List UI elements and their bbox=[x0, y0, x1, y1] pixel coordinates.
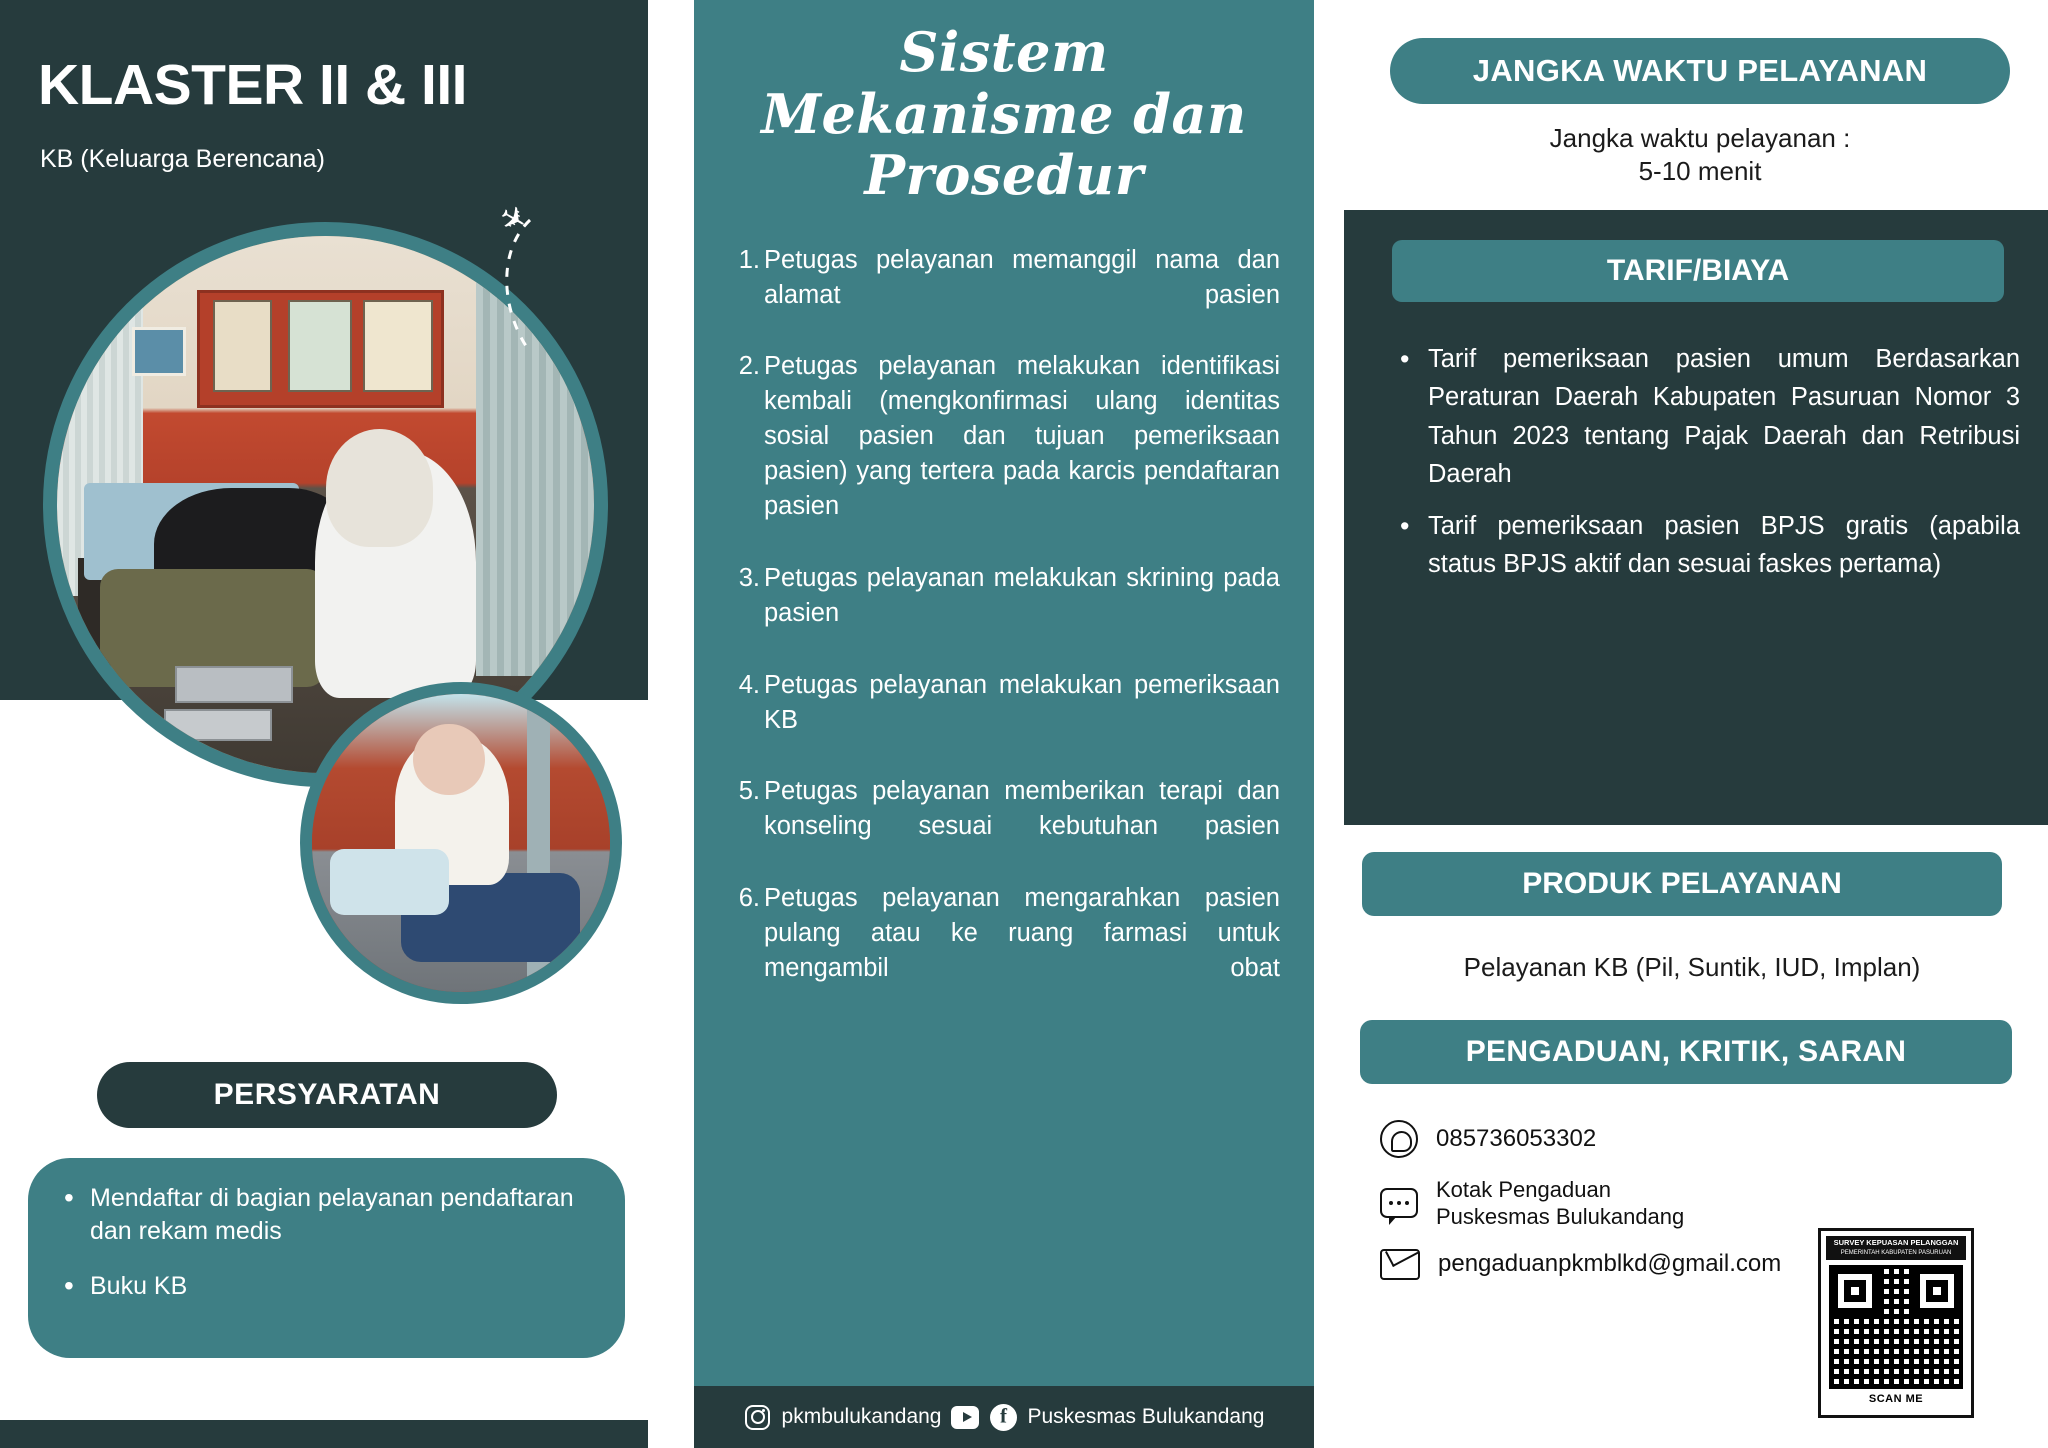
contact-box-row bbox=[1380, 1176, 2020, 1231]
step-number: 2. bbox=[738, 352, 760, 381]
list-item bbox=[730, 881, 1280, 1021]
procedure-title-line3: Prosedur bbox=[864, 143, 1144, 208]
qr-subtitle-text: PEMERINTAH KABUPATEN PASURUAN bbox=[1840, 1249, 1952, 1256]
list-item bbox=[730, 774, 1280, 879]
chat-bubble-icon bbox=[1380, 1188, 1418, 1218]
step-text: Petugas pelayanan mengarahkan pasien pulang atau ke ruang farmasi untuk mengambil obat bbox=[764, 884, 1280, 983]
jangka-waktu-line2: 5-10 menit bbox=[1638, 156, 1762, 187]
procedure-steps-list bbox=[730, 243, 1280, 1021]
list-item: • Tarif pemeriksaan pasien BPJS gratis (apabila status BPJS aktif dan sesuai faskes pertama) bbox=[1390, 507, 2020, 584]
whatsapp-icon bbox=[1380, 1120, 1418, 1158]
step-text: Petugas pelayanan melakukan pemeriksaan KB bbox=[764, 670, 1280, 734]
qr-code-image bbox=[1829, 1265, 1963, 1389]
contact-box bbox=[1436, 1176, 1684, 1231]
list-item bbox=[730, 668, 1280, 773]
step-number: 5. bbox=[738, 777, 760, 806]
step-text: Petugas pelayanan melakukan identifikasi kembali (mengkonfirmasi ulang identitas sosial pasien dan tujuan pemeriksaan pasien) yang tertera pada karcis pendaftaran pasien bbox=[764, 352, 1280, 521]
jangka-waktu-line1: Jangka waktu pelayanan : bbox=[1549, 123, 1851, 153]
page-subtitle: KB (Keluarga Berencana) bbox=[40, 145, 325, 173]
list-item bbox=[730, 243, 1280, 348]
middle-panel bbox=[694, 0, 1314, 1448]
qr-code-card[interactable] bbox=[1818, 1228, 1974, 1418]
step-number: 4. bbox=[738, 670, 760, 699]
contact-phone: 085736053302 bbox=[1436, 1124, 1597, 1152]
step-text: Petugas pelayanan memanggil nama dan alamat pasien bbox=[764, 245, 1280, 309]
produk-pelayanan-text: Pelayanan KB (Pil, Suntik, IUD, Implan) bbox=[1463, 952, 1921, 982]
jangka-waktu-heading: JANGKA WAKTU PELAYANAN bbox=[1390, 38, 2010, 104]
list-item bbox=[730, 561, 1280, 666]
plane-dashed-path bbox=[470, 196, 610, 360]
instagram-handle: pkmbulukandang bbox=[781, 1405, 942, 1428]
youtube-icon[interactable] bbox=[951, 1403, 979, 1431]
instagram-icon[interactable] bbox=[744, 1403, 772, 1431]
contact-email: pengaduanpkmblkd@gmail.com bbox=[1438, 1249, 1782, 1277]
qr-title bbox=[1826, 1236, 1966, 1260]
tarif-list bbox=[1390, 340, 2020, 598]
step-number: 3. bbox=[738, 563, 760, 592]
list-item bbox=[730, 349, 1280, 559]
list-item: • Mendaftar di bagian pelayanan pendaftaran dan rekam medis bbox=[54, 1182, 595, 1248]
procedure-title bbox=[694, 22, 1314, 207]
step-text: Petugas pelayanan memberikan terapi dan konseling sesuai kebutuhan pasien bbox=[764, 777, 1280, 841]
persyaratan-box bbox=[28, 1158, 625, 1358]
procedure-title-line2: Mekanisme dan bbox=[761, 81, 1247, 146]
left-panel bbox=[0, 0, 690, 1448]
tarif-block bbox=[1344, 210, 2048, 825]
tarif-heading: TARIF/BIAYA bbox=[1392, 240, 2004, 302]
qr-scan-label: SCAN ME bbox=[1868, 1392, 1924, 1405]
contact-box-line2: Puskesmas Bulukandang bbox=[1436, 1204, 1685, 1230]
contact-phone-row bbox=[1380, 1120, 2020, 1158]
procedure-title-line1: Sistem bbox=[899, 20, 1109, 84]
airplane-icon: ✈ bbox=[492, 196, 535, 242]
qr-title-text: SURVEY KEPUASAN PELANGGAN bbox=[1833, 1238, 1959, 1247]
step-number: 1. bbox=[738, 245, 760, 274]
right-panel bbox=[1314, 0, 2048, 1448]
list-item: • Tarif pemeriksaan pasien umum Berdasarkan Peraturan Daerah Kabupaten Pasuruan Nomor 3 Tahun 2023 tentang Pajak Daerah dan Retribusi Daerah bbox=[1390, 340, 2020, 493]
step-number: 6. bbox=[738, 884, 760, 913]
persyaratan-heading: PERSYARATAN bbox=[97, 1062, 557, 1128]
pengaduan-heading: PENGADUAN, KRITIK, SARAN bbox=[1360, 1020, 2012, 1084]
envelope-icon bbox=[1380, 1249, 1420, 1280]
photo-consultation-small bbox=[300, 682, 622, 1004]
social-account-name: Puskesmas Bulukandang bbox=[1027, 1405, 1265, 1428]
facebook-icon[interactable] bbox=[989, 1403, 1017, 1431]
jangka-waktu-text bbox=[1390, 122, 2010, 189]
left-footer-bar bbox=[0, 1420, 648, 1448]
page-title: KLASTER II & III bbox=[38, 53, 468, 117]
dashed-curve bbox=[470, 200, 610, 360]
contact-box-line1: Kotak Pengaduan bbox=[1436, 1177, 1611, 1202]
social-footer bbox=[694, 1386, 1314, 1448]
list-item: • Buku KB bbox=[54, 1270, 595, 1303]
step-text: Petugas pelayanan melakukan skrining pada pasien bbox=[764, 563, 1280, 627]
produk-pelayanan-heading: PRODUK PELAYANAN bbox=[1362, 852, 2002, 916]
